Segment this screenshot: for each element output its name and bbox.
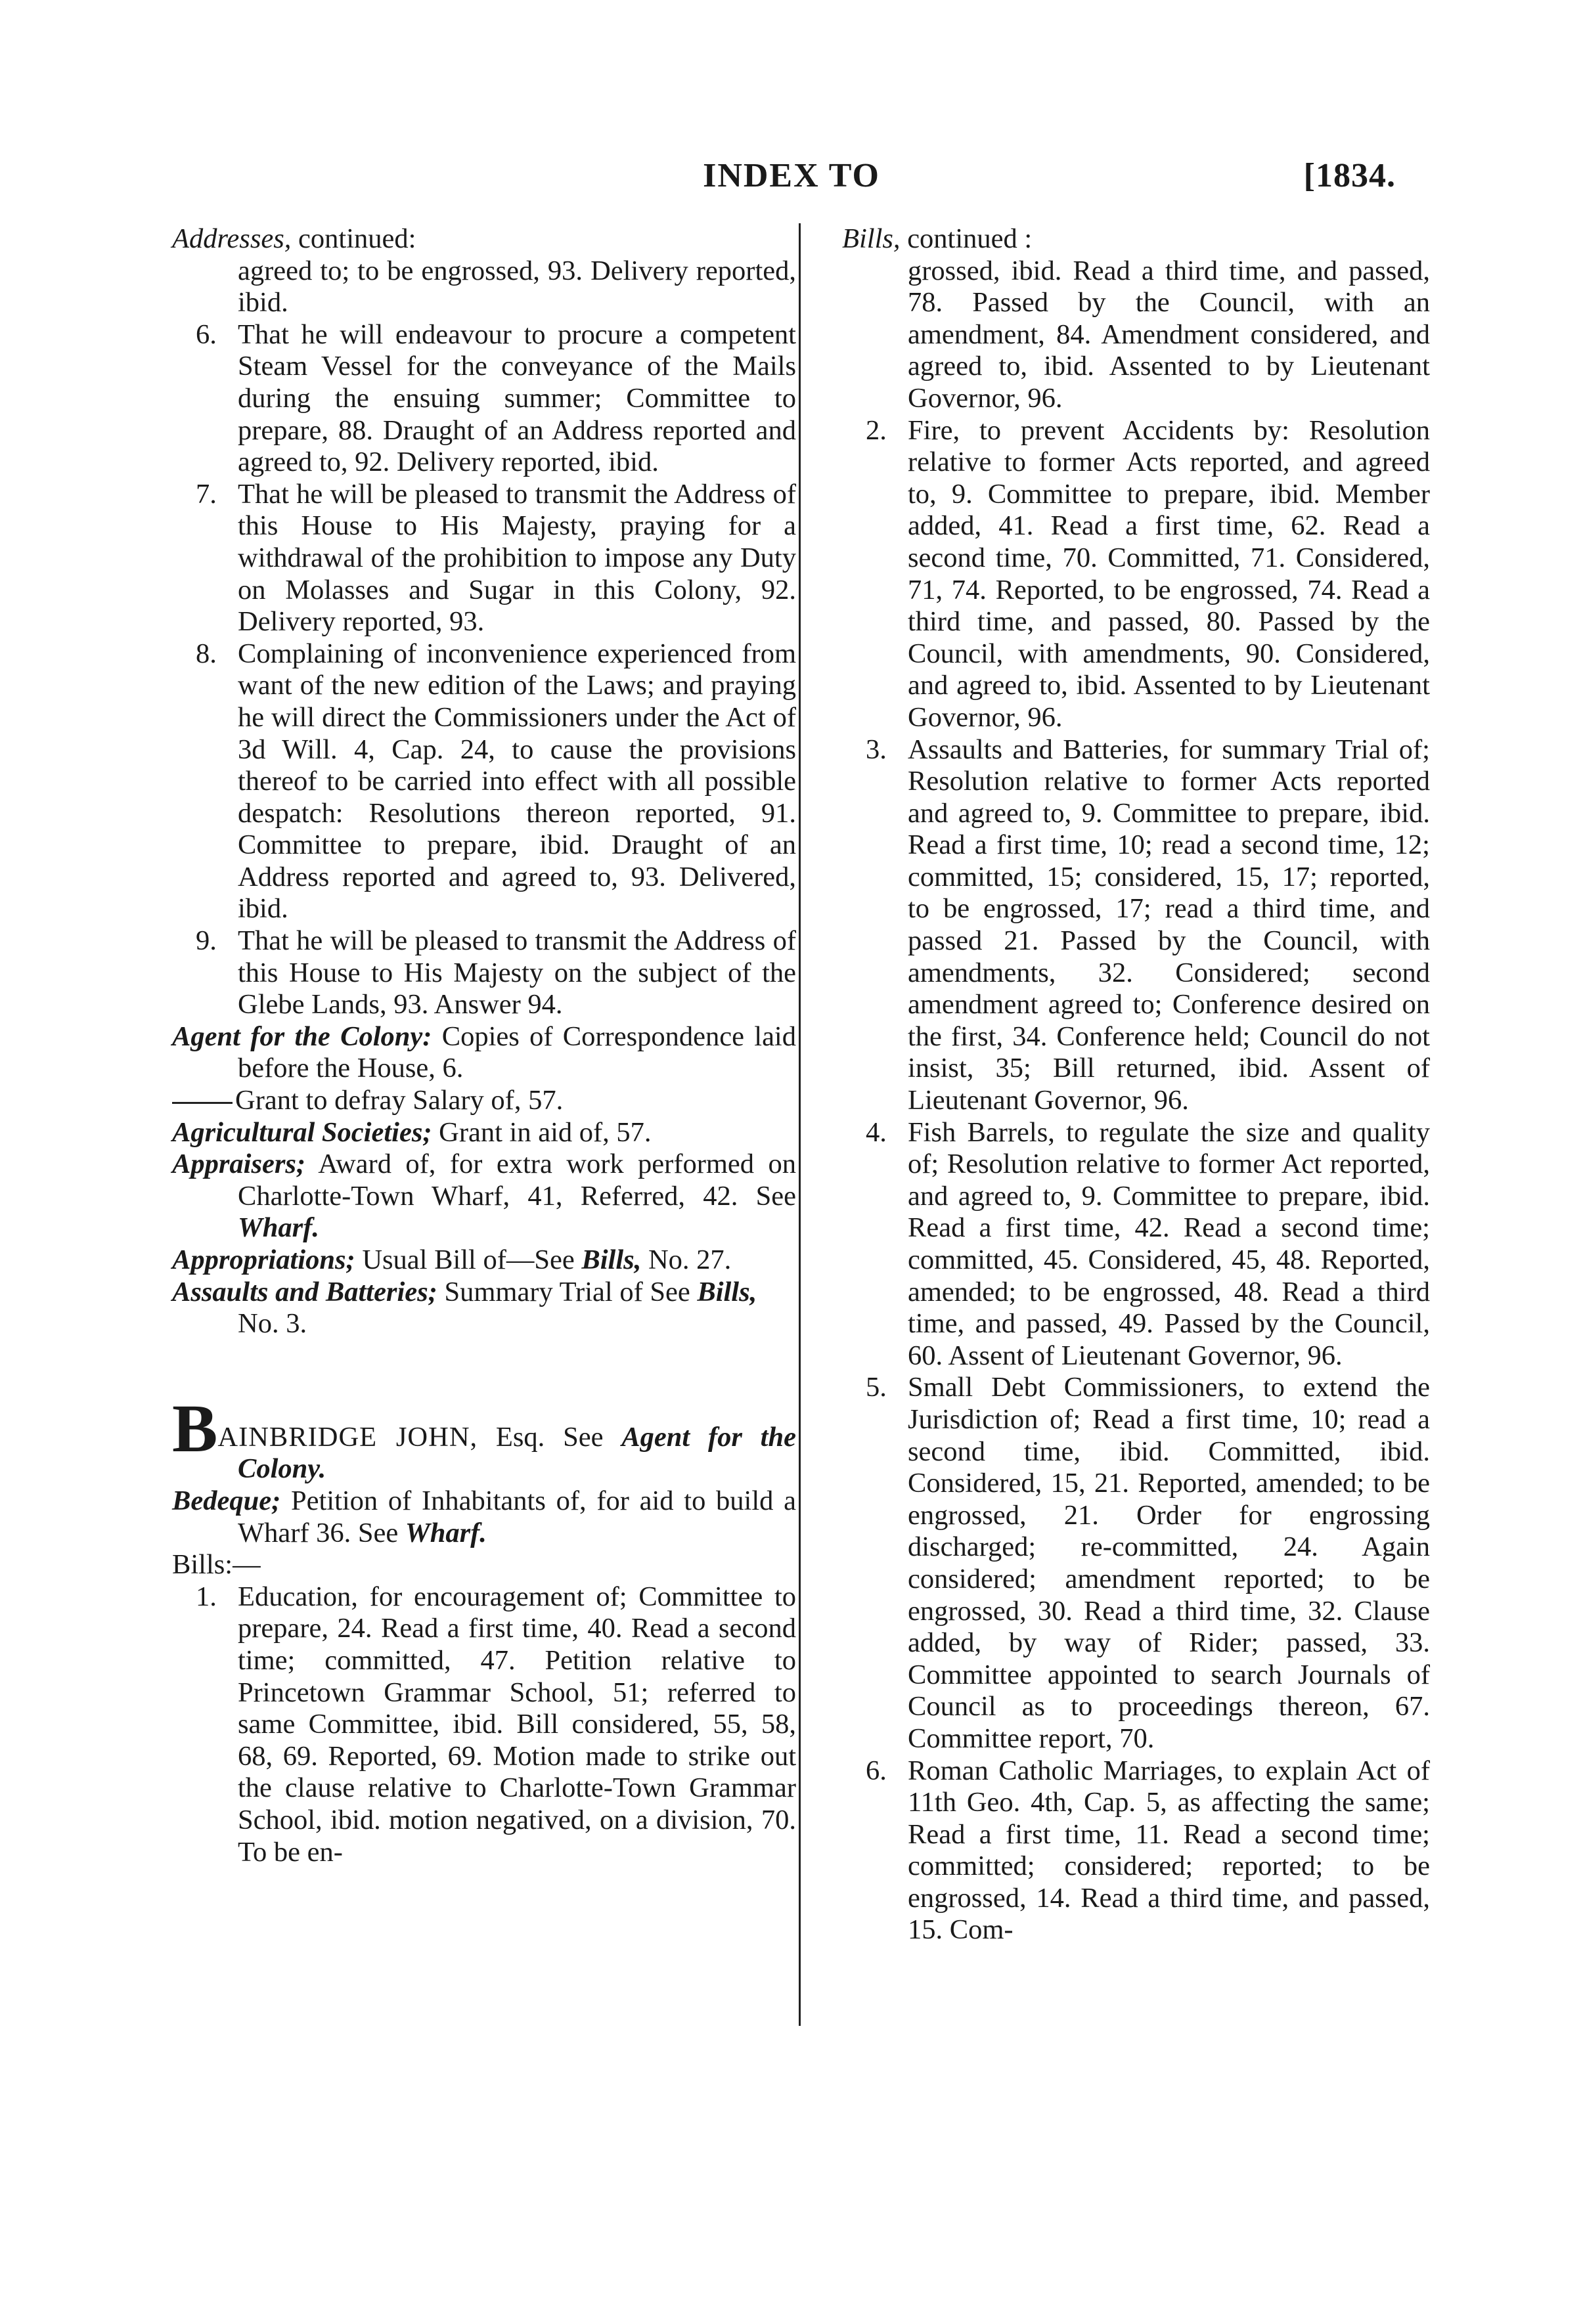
entry-text: continued: [291, 223, 416, 254]
entry-tail: No. 27. [641, 1244, 732, 1275]
bill-item [842, 1755, 1430, 1947]
entry-head: Bills, [842, 223, 901, 254]
bill-item [842, 1117, 1430, 1372]
entry-head: Agricultural Societies; [172, 1116, 432, 1148]
bills-continued-heading [842, 223, 1430, 255]
entry-text: Esq. See [478, 1421, 622, 1453]
item-text: Assaults and Batteries, for summary Trial of; Resolution relative to former Acts reported and agreed to, 9. Committee to prepare, ibid. Read a first time, 10; read a second time, 12; committed, 15; considered, 15, 17; reported, to be engrossed, 17; read a third time, and passed 21. Passed by the Council, with amendments, 32. Considered; second amendment agreed to; Conference desired on the first, 34. Conference held; Council do not insist, 35; Bill returned, ibid. Assent of Lieutenant Governor, 96. [908, 734, 1430, 1116]
item-text: Roman Catholic Marriages, to explain Act of 11th Geo. 4th, Cap. 5, as affecting the same; Read a first time, 11. Read a second time; committed; considered; reported; to be engrossed, 14. Read a third time, and passed, 15. Com- [908, 1755, 1430, 1946]
entry-tail: No. 3. [238, 1308, 307, 1340]
entry-text: Grant to defray Salary of, 57. [235, 1085, 564, 1116]
entry-text: Copies of Correspondence laid before the House, 6. [238, 1020, 796, 1084]
entry-ref: Bills, [581, 1244, 642, 1275]
addresses-carryover: agreed to; to be engrossed, 93. Delivery reported, ibid. [238, 255, 796, 318]
item-text: Fish Barrels, to regulate the size and quality of; Resolution relative to former Act reported, and agreed to, 9. Committee to prepare, ibid. Read a first time, 42. Read a second time; committed, 45. Considered, 45, 48. Reported, amended; to be engrossed, 48. Read a third time, and passed, 49. Passed by the Council, 60. Assent of Lieutenant Governor, 96. [908, 1116, 1430, 1371]
entry-text: Usual Bill of—See [355, 1244, 582, 1275]
item-number: 7. [196, 478, 217, 510]
addresses-continued-heading [172, 223, 796, 255]
entry-bedeque [172, 1485, 796, 1549]
entry-head: Bedeque; [172, 1485, 281, 1516]
letter-section-gap [172, 1340, 796, 1406]
entry-agricultural [172, 1117, 796, 1149]
item-number: 2. [866, 414, 887, 446]
address-item [172, 638, 796, 925]
entry-head: Addresses, [172, 223, 292, 254]
item-number: 5. [866, 1372, 887, 1403]
entry-appraisers [172, 1149, 796, 1244]
item-text: Fire, to prevent Accidents by: Resolution relative to former Acts reported, and agreed to, 9. Committee to prepare, ibid. Member added, 41. Read a first time, 62. Read a second time, 70. Committed, 71. Considered, 71, 74. Reported, to be engrossed, 74. Read a third time, and passed, 80. Passed by the Council, with amendments, 90. Considered, and agreed to, ibid. Assented to by Lieutenant Governor, 96. [908, 414, 1430, 733]
right-column [842, 223, 1430, 1946]
entry-assaults [172, 1277, 796, 1340]
entry-text: Award of, for extra work performed on Charlotte-Town Wharf, 41, Referred, 42. See [238, 1149, 796, 1212]
entry-head: Assaults and Batteries; [172, 1276, 437, 1307]
item-text: That he will endeavour to procure a competent Steam Vessel for the conveyance of the Mails during the ensuing summer; Committee to prepare, 88. Draught of an Address reported and agreed to, 92. Delivery reported, ibid. [238, 318, 796, 478]
entry-bainbridge [172, 1390, 796, 1485]
entry-text: Petition of Inhabitants of, for aid to build a Wharf 36. See [238, 1485, 796, 1548]
item-number: 3. [866, 734, 887, 765]
left-column [172, 223, 796, 1868]
entry-ref: Wharf. [405, 1517, 487, 1548]
entry-head: Agent for the Colony: [172, 1020, 432, 1052]
entry-head: Appraisers; [172, 1149, 306, 1180]
bill-item [172, 1581, 796, 1868]
item-text: Complaining of inconvenience experienced from want of the new edition of the Laws; and praying he will direct the Commissioners under the Act of 3d Will. 4, Cap. 24, to cause the provisions thereof to be carried into effect with all possible despatch: Resolutions thereon reported, 91. Committee to prepare, ibid. Draught of an Address reported and agreed to, 93. Delivered, ibid. [238, 638, 796, 925]
item-number: 6. [196, 318, 217, 350]
item-text: Education, for encouragement of; Committee to prepare, 24. Read a first time, 40. Read a second time; committed, 47. Petition relative to Princetown Grammar School, 51; referred to same Committee, ibid. Bill considered, 55, 58, 68, 69. Reported, 69. Motion made to strike out the clause relative to Charlotte-Town Grammar School, ibid. motion negatived, on a division, 70. To be en- [238, 1581, 796, 1868]
bill-item [842, 415, 1430, 734]
address-item [172, 479, 796, 638]
bill-item [842, 734, 1430, 1117]
bill-item [842, 1372, 1430, 1755]
entry-text: Grant in aid of, 57. [432, 1116, 652, 1148]
entry-text: continued : [900, 223, 1033, 254]
item-number: 9. [196, 925, 217, 957]
entry-head: Appropriations; [172, 1244, 355, 1275]
running-head-year: [1834. [1303, 157, 1396, 194]
entry-agent [172, 1021, 796, 1085]
bills-heading: Bills:— [172, 1549, 261, 1581]
drop-initial: B [172, 1390, 218, 1466]
address-item [172, 925, 796, 1021]
item-number: 1. [196, 1581, 217, 1612]
column-divider [799, 223, 801, 2026]
entry-head: AINBRIDGE JOHN, [217, 1421, 478, 1453]
bills-carryover: grossed, ibid. Read a third time, and passed, 78. Passed by the Council, with an amendment, 84. Amendment considered, and agreed to, ibid. Assented to by Lieutenant Governor, 96. [908, 255, 1430, 414]
running-head-title: INDEX TO [703, 157, 880, 194]
item-number: 8. [196, 638, 217, 669]
address-item [172, 319, 796, 479]
item-number: 6. [866, 1755, 887, 1786]
item-text: That he will be pleased to transmit the Address of this House to His Majesty, praying for a withdrawal of the prohibition to impose any Duty on Molasses and Sugar in this Colony, 92. Delivery reported, 93. [238, 478, 796, 638]
entry-ref: Bills, [697, 1276, 757, 1307]
item-text: Small Debt Commissioners, to extend the Jurisdiction of; Read a first time, 10; read a second time, ibid. Committed, ibid. Considered, 15, 21. Reported, amended; to be engrossed, 21. Order for engrossing discharged; re-committed, 24. Again considered; amendment reported; to be engrossed, 30. Read a third time, 32. Clause added, by way of Rider; passed, 33. Committee appointed to search Journals of Council as to proceedings thereon, 67. Committee report, 70. [908, 1372, 1430, 1754]
entry-ref: Agent for the Colony. [238, 1421, 796, 1485]
item-text: That he will be pleased to transmit the Address of this House to His Majesty on the subject of the Glebe Lands, 93. Answer 94. [238, 925, 796, 1020]
entry-ref: Wharf. [238, 1212, 319, 1244]
entry-agent-grant [172, 1085, 796, 1117]
item-number: 4. [866, 1116, 887, 1148]
repeat-dash [172, 1102, 233, 1104]
entry-text: Summary Trial of See [437, 1276, 698, 1307]
entry-appropriations [172, 1244, 796, 1277]
